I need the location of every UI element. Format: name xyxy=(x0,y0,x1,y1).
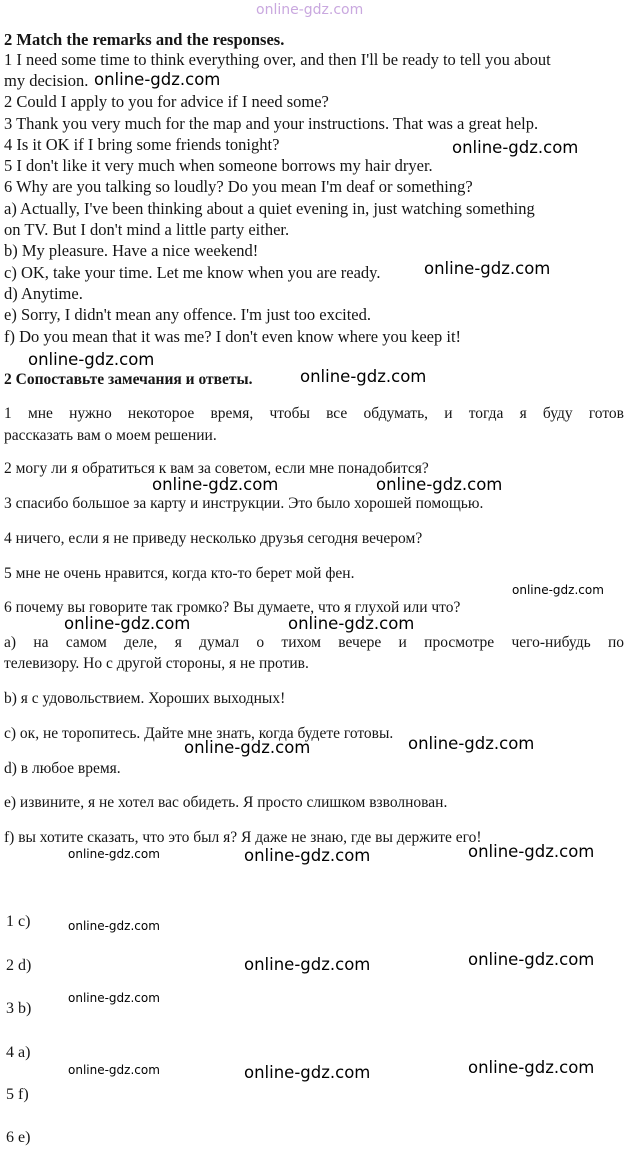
watermark-label: online-gdz.com xyxy=(244,846,371,865)
watermark-label: online-gdz.com xyxy=(152,475,279,494)
answer-item: 2 d) xyxy=(6,957,32,974)
answer-item: 3 b) xyxy=(6,1000,32,1017)
watermark-label: online-gdz.com xyxy=(244,955,371,974)
answer-item: 6 e) xyxy=(6,1129,31,1146)
watermark-label: online-gdz.com xyxy=(468,1058,595,1077)
english-line: 3 Thank you very much for the map and your instructions. That was a great help. xyxy=(4,114,539,133)
watermark-label: online-gdz.com xyxy=(64,614,191,633)
english-line: my decision. xyxy=(4,71,89,90)
russian-line: 5 мне не очень нравится, когда кто-то берет мой фен. xyxy=(4,565,355,582)
english-line: c) OK, take your time. Let me know when you are ready. xyxy=(4,263,381,282)
english-line: on TV. But I don't mind a little party either. xyxy=(4,220,290,239)
russian-line: a) на самом деле, я думал о тихом вечере и просмотре чего-нибудь по xyxy=(4,634,624,651)
watermark-label: online-gdz.com xyxy=(28,350,155,369)
watermark-top: online-gdz.com xyxy=(256,2,364,18)
watermark-label: online-gdz.com xyxy=(468,842,595,861)
watermark-label: online-gdz.com xyxy=(68,991,160,1005)
english-line: b) My pleasure. Have a nice weekend! xyxy=(4,241,259,260)
russian-line: телевизору. Но с другой стороны, я не против. xyxy=(4,655,309,672)
watermark-label: online-gdz.com xyxy=(184,738,311,757)
watermark-label: online-gdz.com xyxy=(452,138,579,157)
russian-line: 3 спасибо большое за карту и инструкции. Это было хорошей помощью. xyxy=(4,495,484,512)
watermark-label: online-gdz.com xyxy=(300,367,427,386)
russian-line: 2 могу ли я обратиться к вам за советом, если мне понадобится? xyxy=(4,460,429,477)
english-line: 5 I don't like it very much when someone borrows my hair dryer. xyxy=(4,156,433,175)
english-line: d) Anytime. xyxy=(4,284,83,303)
watermark-label: online-gdz.com xyxy=(68,1063,160,1077)
russian-line: e) извините, я не хотел вас обидеть. Я просто слишком взволнован. xyxy=(4,794,448,811)
russian-line: 6 почему вы говорите так громко? Вы думаете, что я глухой или что? xyxy=(4,599,461,616)
russian-heading: 2 Сопоставьте замечания и ответы. xyxy=(4,371,253,388)
english-line: 1 I need some time to think everything over, and then I'll be ready to tell you about xyxy=(4,50,551,69)
russian-line: b) я с удовольствием. Хороших выходных! xyxy=(4,690,286,707)
answer-item: 5 f) xyxy=(6,1086,29,1103)
answer-item: 4 a) xyxy=(6,1044,31,1061)
watermark-label: online-gdz.com xyxy=(424,259,551,278)
russian-line: рассказать вам о моем решении. xyxy=(4,427,217,444)
english-line: f) Do you mean that it was me? I don't even know where you keep it! xyxy=(4,327,462,346)
russian-line: c) ок, не торопитесь. Дайте мне знать, когда будете готовы. xyxy=(4,725,394,742)
watermark-label: online-gdz.com xyxy=(244,1063,371,1082)
english-line: 6 Why are you talking so loudly? Do you mean I'm deaf or something? xyxy=(4,177,473,196)
english-line: 4 Is it OK if I bring some friends tonight? xyxy=(4,135,280,154)
watermark-label: online-gdz.com xyxy=(408,734,535,753)
watermark-label: online-gdz.com xyxy=(68,919,160,933)
watermark-label: online-gdz.com xyxy=(512,583,604,597)
russian-line: f) вы хотите сказать, что это был я? Я даже не знаю, где вы держите его! xyxy=(4,829,482,846)
russian-line: 4 ничего, если я не приведу несколько друзья сегодня вечером? xyxy=(4,530,423,547)
watermark-label: online-gdz.com xyxy=(376,475,503,494)
russian-line: d) в любое время. xyxy=(4,760,121,777)
watermark-label: online-gdz.com xyxy=(68,847,160,861)
russian-line: 1 мне нужно некоторое время, чтобы все обдумать, и тогда я буду готов xyxy=(4,405,624,422)
watermark-label: online-gdz.com xyxy=(468,950,595,969)
watermark-label: online-gdz.com xyxy=(288,614,415,633)
english-line: 2 Could I apply to you for advice if I need some? xyxy=(4,92,329,111)
watermark-label: online-gdz.com xyxy=(94,70,221,89)
english-heading: 2 Match the remarks and the responses. xyxy=(4,30,285,49)
answer-item: 1 c) xyxy=(6,913,31,930)
english-line: a) Actually, I've been thinking about a quiet evening in, just watching something xyxy=(4,199,535,218)
english-line: e) Sorry, I didn't mean any offence. I'm just too excited. xyxy=(4,305,372,324)
